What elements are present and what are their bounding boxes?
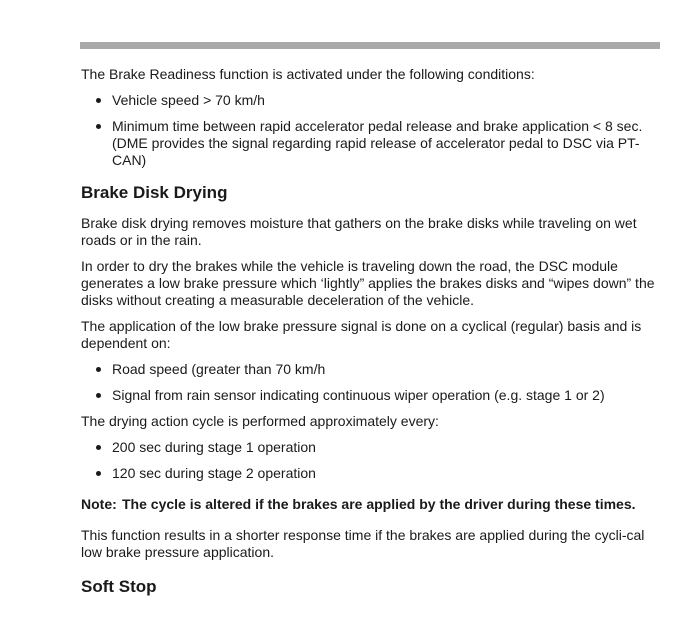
document-body [81, 66, 661, 609]
section-heading-brake-disk-drying: Brake Disk Drying [81, 183, 228, 202]
list-item: 200 sec during stage 1 operation [81, 439, 661, 456]
list-item: Signal from rain sensor indicating continuous wiper operation (e.g. stage 1 or 2) [81, 387, 661, 404]
paragraph: The drying action cycle is performed approximately every: [81, 413, 439, 429]
note-text: The cycle is altered if the brakes are applied by the driver during these times. [122, 496, 636, 512]
paragraph: The application of the low brake pressure signal is done on a cyclical (regular) basis and is dependent on: [81, 318, 642, 351]
top-divider [80, 42, 660, 49]
paragraph: This function results in a shorter response time if the brakes are applied during the cycli-cal low brake pressure application. [81, 527, 645, 560]
intro-paragraph: The Brake Readiness function is activated under the following conditions: [81, 66, 535, 82]
list-item: Road speed (greater than 70 km/h [81, 361, 661, 378]
note-label: Note: [81, 496, 117, 512]
list-item: Vehicle speed > 70 km/h [81, 92, 661, 109]
paragraph: Brake disk drying removes moisture that gathers on the brake disks while traveling on wet roads or in the rain. [81, 215, 637, 248]
cycle-intervals-list [81, 439, 661, 482]
readiness-conditions-list [81, 92, 661, 169]
dependencies-list [81, 361, 661, 404]
paragraph: In order to dry the brakes while the vehicle is traveling down the road, the DSC module generates a low brake pressure which ‘lightly” applies the brakes disks and “wipes down” the disks without creating a measurable deceleration of the vehicle. [81, 258, 655, 308]
list-item: Minimum time between rapid accelerator pedal release and brake application < 8 sec. (DME provides the signal regarding rapid release of accelerator pedal to DSC via PT-CAN) [81, 118, 661, 169]
note-block [81, 496, 661, 513]
section-heading-soft-stop: Soft Stop [81, 577, 157, 596]
list-item: 120 sec during stage 2 operation [81, 465, 661, 482]
